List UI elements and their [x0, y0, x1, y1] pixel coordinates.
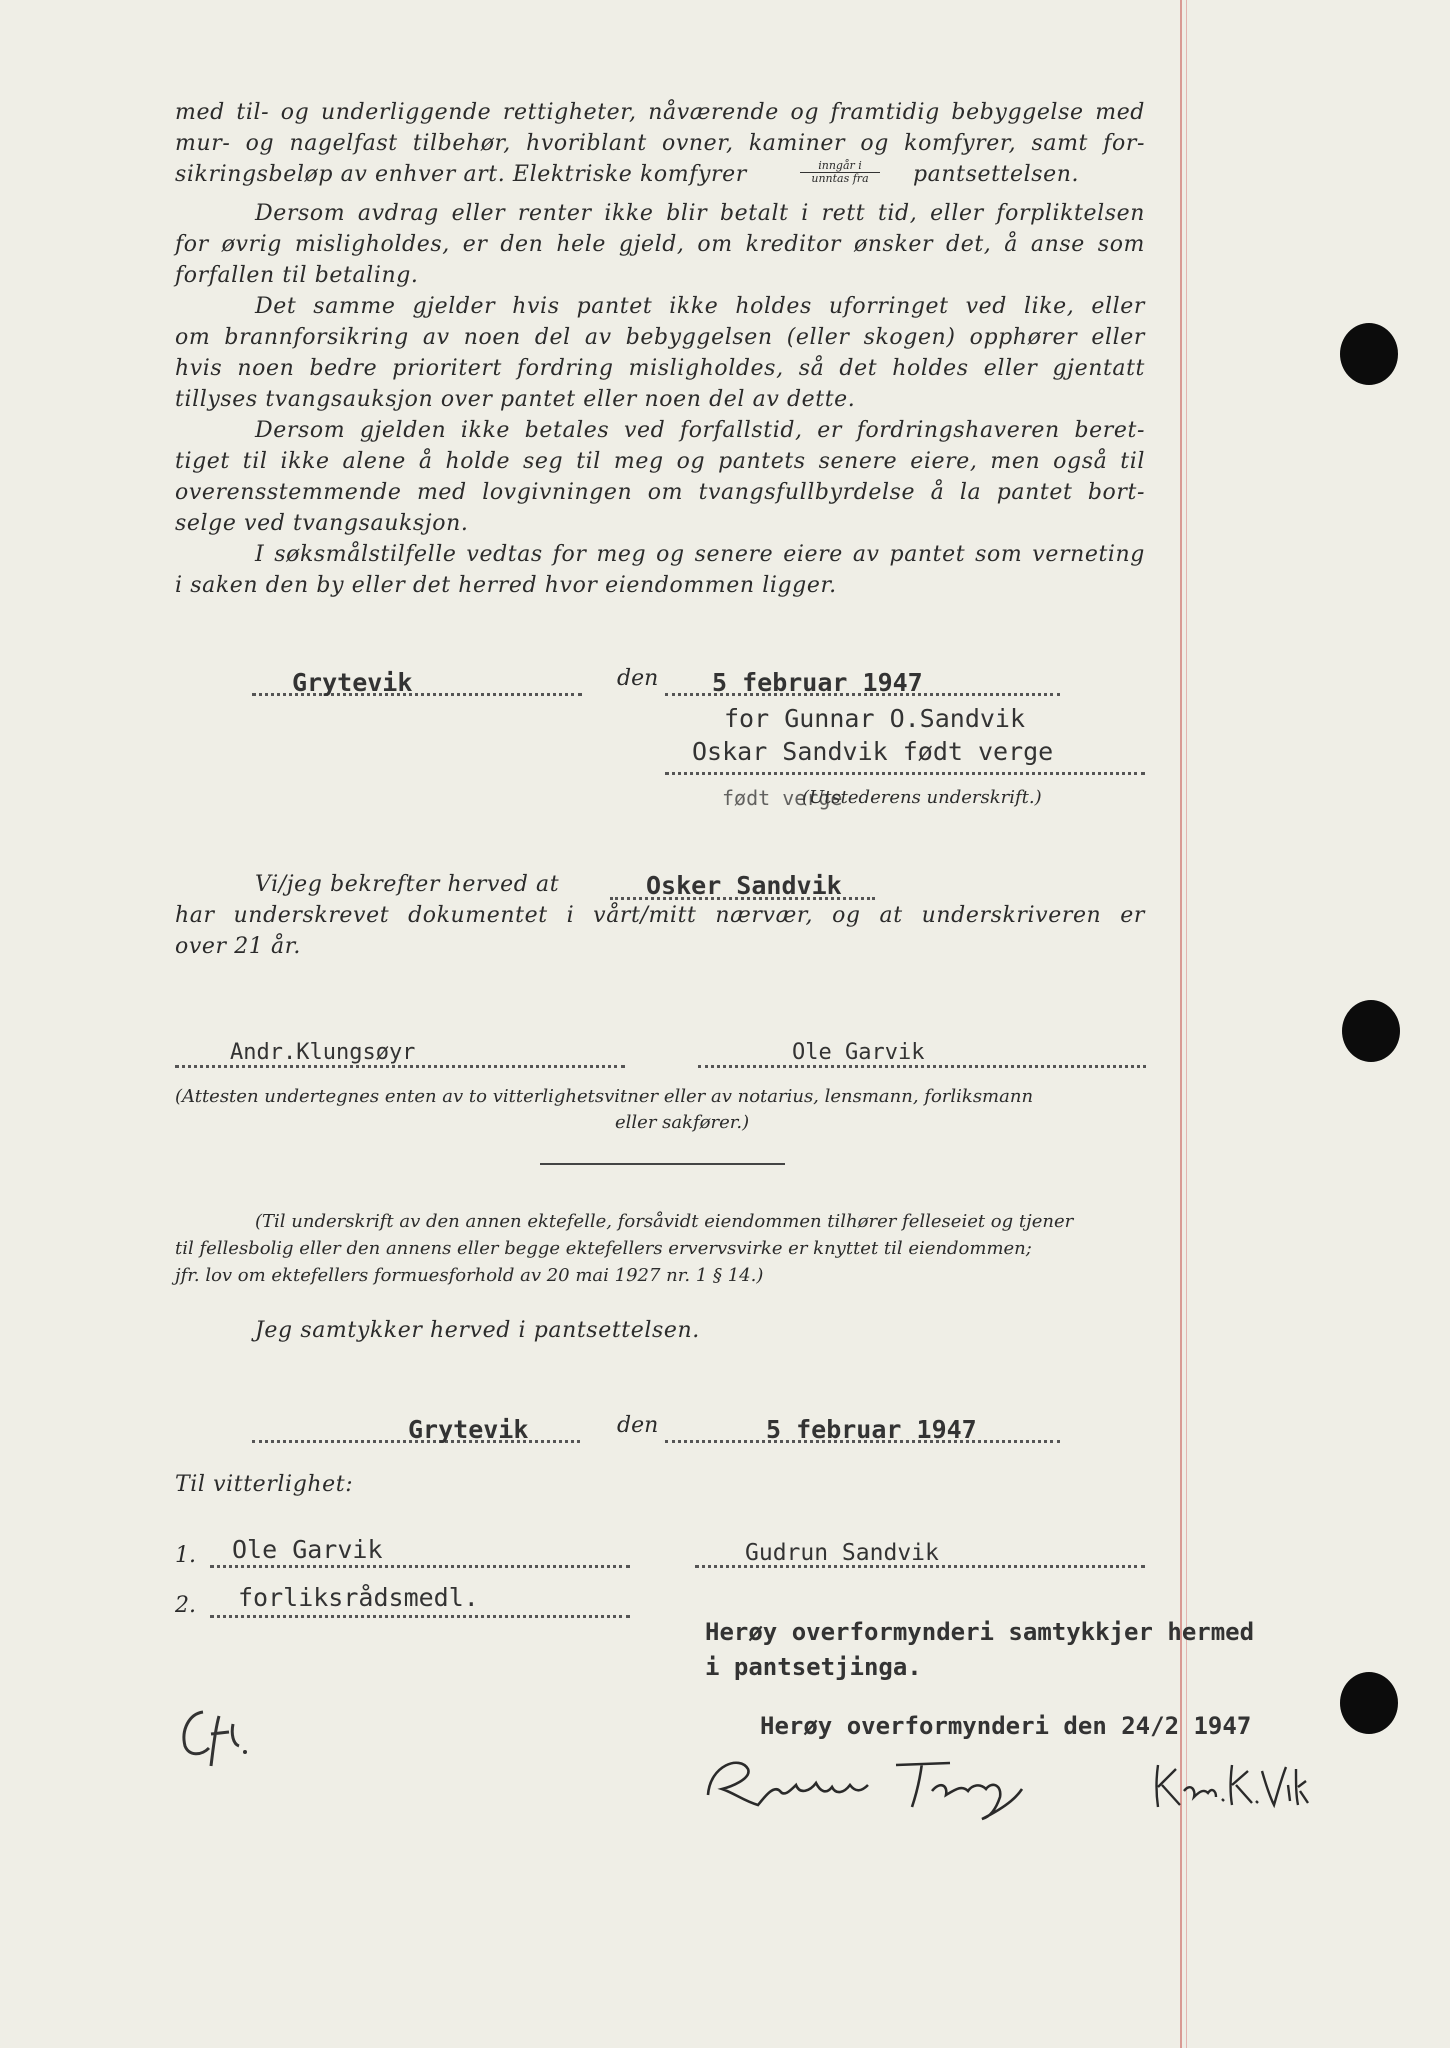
paragraph-line: tillyses tvangsauksjon over pantet eller noen del av dette. [175, 387, 856, 412]
den-label-2: den [617, 1413, 659, 1438]
consent-text: Jeg samtykker herved i pantsettelsen. [255, 1318, 700, 1343]
attest-note-1: (Attesten undertegnes enten av to vitterlighetsvitner eller av notarius, lensmann, forliksmann [175, 1086, 1034, 1107]
witness-1: Andr.Klungsøyr [230, 1040, 416, 1065]
punch-hole-bottom [1340, 1672, 1398, 1734]
witness-heading: Til vitterlighet: [175, 1472, 354, 1497]
signed-line-1: for Gunnar O.Sandvik [724, 704, 1026, 733]
attest-name: Osker Sandvik [646, 871, 842, 900]
guardianship-line-1: Herøy overformynderi samtykkjer hermed [705, 1618, 1255, 1646]
witness-1-title: forliksrådsmedl. [238, 1583, 479, 1612]
paragraph-line: med til- og underliggende rettigheter, nåværende og framtidig bebyggelse med [175, 100, 1145, 125]
paragraph-line: mur- og nagelfast tilbehør, hvoriblant ovner, kaminer og komfyrer, samt for- [175, 131, 1145, 156]
paragraph-line: for øvrig misligholdes, er den hele gjeld, om kreditor ønsker det, å anse som [175, 232, 1145, 257]
witness-number-2: 2. [175, 1593, 196, 1618]
attest-prefix: Vi/jeg bekrefter herved at [255, 872, 560, 897]
signed-line-2: Oskar Sandvik født verge [692, 737, 1054, 766]
date-1: 5 februar 1947 [712, 668, 923, 697]
margin-mark-handwritten [175, 1700, 255, 1770]
attest-line-2: har underskrevet dokumentet i vårt/mitt nærvær, og at underskriveren er [175, 903, 1145, 928]
place-2: Grytevik [408, 1415, 529, 1444]
paragraph-line: selge ved tvangsauksjon. [175, 511, 469, 536]
margin-rule-secondary [1186, 0, 1187, 2048]
punch-hole-middle [1342, 1000, 1400, 1062]
paragraph-line: Det samme gjelder hvis pantet ikke holdes uforringet ved like, eller [255, 294, 1145, 319]
spouse-note-3: jfr. lov om ektefellers formuesforhold av 20 mai 1927 nr. 1 § 14.) [175, 1265, 764, 1286]
guardianship-line-2: i pantsetjinga. [705, 1653, 922, 1681]
fraction-choice [800, 160, 880, 185]
witness-2: Ole Garvik [792, 1040, 925, 1065]
paragraph-line: Dersom avdrag eller renter ikke blir betalt i rett tid, eller forpliktelsen [255, 201, 1145, 226]
witness-1-name: Ole Garvik [232, 1535, 383, 1564]
paragraph-line: hvis noen bedre prioritert fordring misligholdes, så det holdes eller gjentatt [175, 356, 1145, 381]
witness-line-2 [210, 1615, 630, 1618]
signature-dotted-line [665, 772, 1145, 775]
guardianship-date: Herøy overformynderi den 24/2 1947 [760, 1712, 1252, 1740]
punch-hole-top [1340, 323, 1398, 385]
attest-note-2: eller sakfører.) [615, 1112, 750, 1133]
paragraph-line: Dersom gjelden ikke betales ved forfallstid, er fordringshaveren beret- [255, 418, 1145, 443]
paragraph-line: tiget til ikke alene å holde seg til meg og pantets senere eiere, men også til [175, 449, 1145, 474]
witness2-dotted-line [698, 1065, 1146, 1068]
witness1-dotted-line [175, 1065, 625, 1068]
margin-rule [1180, 0, 1182, 2048]
paragraph-line: I søksmålstilfelle vedtas for meg og senere eiere av pantet som verneting [255, 542, 1145, 567]
paragraph-line: overensstemmende med lovgivningen om tvangsfullbyrdelse å la pantet bort- [175, 480, 1145, 505]
paragraph-line-end: pantsettelsen. [913, 162, 1080, 187]
paragraph-line: om brannforsikring av noen del av bebyggelsen (eller skogen) opphører eller [175, 325, 1145, 350]
den-label-1: den [617, 666, 659, 691]
section-divider [540, 1163, 785, 1165]
date-2: 5 februar 1947 [766, 1415, 977, 1444]
paragraph-line: sikringsbeløp av enhver art. Elektriske komfyrer [175, 162, 747, 187]
attest-line-3: over 21 år. [175, 934, 301, 959]
fraction-bottom: unntas fra [811, 172, 869, 185]
witness-number-1: 1. [175, 1543, 196, 1568]
place-1: Grytevik [292, 668, 413, 697]
spouse-note-2: til fellesbolig eller den annens eller begge ektefellers ervervsvirke er knyttet til eiendommen; [175, 1238, 1032, 1259]
witness-line-1 [210, 1565, 630, 1568]
paragraph-line: forfallen til betaling. [175, 263, 419, 288]
spouse-signature: Gudrun Sandvik [745, 1540, 939, 1566]
fraction-top: inngår i [800, 160, 880, 173]
issuer-signature-caption: (Utstederens underskrift.) [802, 787, 1042, 808]
overwritten-text: født verge [722, 786, 843, 810]
paragraph-line: i saken den by eller det herred hvor eiendommen ligger. [175, 573, 837, 598]
signature-kare [1150, 1755, 1310, 1815]
signature-rasmus [700, 1745, 1120, 1825]
spouse-note-1: (Til underskrift av den annen ektefelle, forsåvidt eiendommen tilhører felleseiet og tjener [255, 1211, 1074, 1232]
